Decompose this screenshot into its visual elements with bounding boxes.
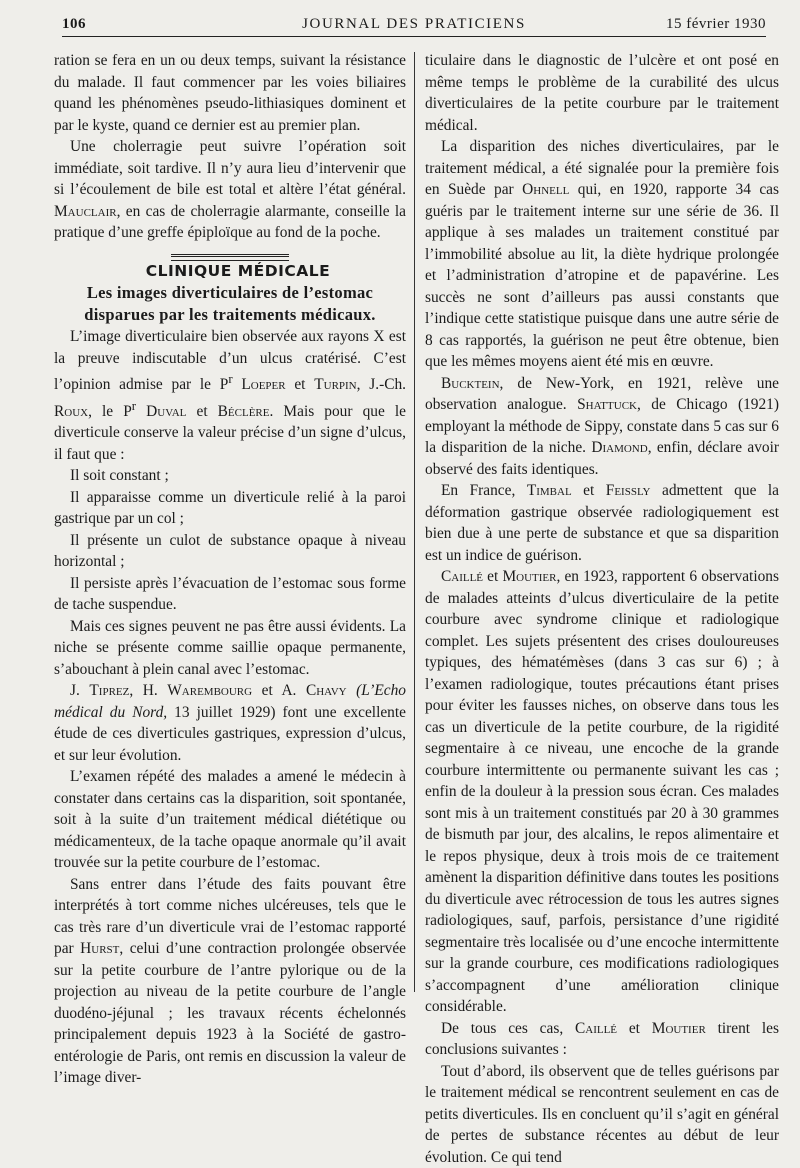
column-divider <box>414 52 415 992</box>
running-header <box>62 10 766 37</box>
paragraph: J. Tiprez, H. Warembourg et A. Chavy (L’Echo médical du Nord, 13 juillet 1929) font une excellente étude de ces diverticules gastriques, expression d’ulcus, et sur leur évolution. <box>54 680 406 766</box>
paragraph: L’image diverticulaire bien observée aux rayons X est la preuve indiscutable d’un ulcus cratérisé. C’est l’opinion admise par le $P^r$ Loeper et Turpin, J.-Ch. Roux, le $P^r$ Duval et Béclère. Mais pour que le diverticule conserve la valeur précise d’un signe d’ulcus, il faut que : <box>54 326 406 465</box>
paragraph: Sans entrer dans l’étude des faits pouvant être interprétés à tort comme niches ulcéreuses, tels que le cas très rare d’un diverticule vrai de l’estomac rapporté par Hurst, celui d’une contraction prolongée observée sur la petite courbure de l’antre pylorique ou de la projection au niveau de la petite courbure de l’angle duodéno-jéjunal ; les travaux récents échelonnés principalement depuis 1923 à la Société de gastro-entérologie de Paris, ont remis en discussion la valeur de l’image diver- <box>54 874 406 1089</box>
paragraph: De tous ces cas, Caillé et Moutier tirent les conclusions suivantes : <box>425 1018 779 1061</box>
right-column <box>425 50 779 1168</box>
paragraph: Mais ces signes peuvent ne pas être aussi évidents. La niche se présente comme saillie opaque permanente, s’abouchant à plein canal avec l’estomac. <box>54 616 406 681</box>
condition-item: Il apparaisse comme un diverticule relié à la paroi gastrique par un col ; <box>54 487 406 530</box>
page-number: 106 <box>62 16 86 33</box>
paragraph: Tout d’abord, ils observent que de telles guérisons par le traitement médical se rencontrent seulement en cas de petits diverticules. Ils en concluent qu’il s’agit en général de pertes de substance récentes au début de leur évolution. Ce qui tend <box>425 1061 779 1168</box>
issue-date: 15 février 1930 <box>666 16 766 33</box>
journal-title: JOURNAL DES PRATICIENS <box>62 16 766 33</box>
paragraph: L’examen répété des malades a amené le médecin à constater dans certains cas la disparition, soit spontanée, soit à la suite d’un traitement médical diététique ou médicamenteux, de la tache opaque anormale qu’il avait trouvée sur la petite courbure de l’estomac. <box>54 766 406 874</box>
article-title: Les images diverticulaires de l’estomac disparues par les traitements médicaux. <box>54 282 406 326</box>
paragraph: La disparition des niches diverticulaires, par le traitement médical, a été signalée pour la première fois en Suède par Ohnell qui, en 1920, rapporte 34 cas guéris par le traitement interne sur une série de 36. Il applique à ses malades un traitement constitué par l’immobilité absolue au lit, la diète hydrique prolongée et l’administration d’atropine et de papavérine. Les succès ne sont d’ailleurs pas aussi constants que l’indique cette statistique puisque dans une autre série de 8 cas rapportés, la guérison ne peut être obtenue, bien que les mêmes moyens aient été mis en œuvre. <box>425 136 779 373</box>
paragraph: ticulaire dans le diagnostic de l’ulcère et ont posé en même temps le problème de la curabilité des ulcus diverticulaires de la petite courbure par le traitement médical. <box>425 50 779 136</box>
left-column <box>54 50 406 1089</box>
paragraph: En France, Timbal et Feissly admettent que la déformation gastrique observée radiologiquement est bien due à une perte de substance et que sa disparition est un indice de guérison. <box>425 480 779 566</box>
condition-item: Il persiste après l’évacuation de l’estomac sous forme de tache suspendue. <box>54 573 406 616</box>
paragraph: ration se fera en un ou deux temps, suivant la résistance du malade. Il faut commencer par les voies biliaires quand les phénomènes pseudo-lithiasiques dominent et par le kyste, quand ce dernier est au premier plan. <box>54 50 406 136</box>
condition-item: Il soit constant ; <box>54 465 406 487</box>
author-name: Mauclair <box>54 203 117 220</box>
paragraph: Caillé et Moutier, en 1923, rapportent 6 observations de malades atteints d’ulcus diverticulaire de la petite courbure avec syndrome clinique et radiologique complet. Les sujets présentent des crises douloureuses typiques, des hématémèses (dans 3 cas sur 6) ; à l’examen radiologique, toutes précautions étant prises pour éviter les fausses niches, on observe dans tous les cas un diverticule de la petite courbure, de la rigidité segmentaire à ce niveau, une encoche de la grande courbure intermittente ou permanente suivant les cas ; enfin de la douleur à la pression sous écran. Ces malades sont mis à un traitement constitués par 20 à 30 grammes de bismuth par jour, des alcalins, le repos alimentaire et le repos physique, deux à trois mois de ce traitement amènent la disparition définitive dans toutes les positions du diverticule avec rétrocession de tous les autres signes radiologiques, sauf, parfois, persistance d’une rigidité segmentaire très localisée ou d’une encoche intermittente sur la grande courbure, ces modifications radiologiques s’accompagnent d’une amélioration clinique considérable. <box>425 566 779 1018</box>
section-rule <box>171 254 289 261</box>
section-rubric: CLINIQUE MÉDICALE <box>54 261 406 283</box>
paragraph: Bucktein, de New-York, en 1921, relève une observation analogue. Shattuck, de Chicago (1921) employant la méthode de Sippy, constate dans 5 cas sur 6 la disparition de la niche. Diamond, enfin, déclare avoir observé des faits identiques. <box>425 373 779 481</box>
journal-citation: (L’Echo médical du Nord, <box>54 682 406 721</box>
condition-item: Il présente un culot de substance opaque à niveau horizontal ; <box>54 530 406 573</box>
paragraph: Une cholerragie peut suivre l’opération soit immédiate, soit tardive. Il n’y aura lieu d’intervenir que si l’écoulement de bile est total et altère l’état général. Mauclair, en cas de cholerragie alarmante, conseille la pratique d’une greffe épiploïque au fond de la poche. <box>54 136 406 244</box>
